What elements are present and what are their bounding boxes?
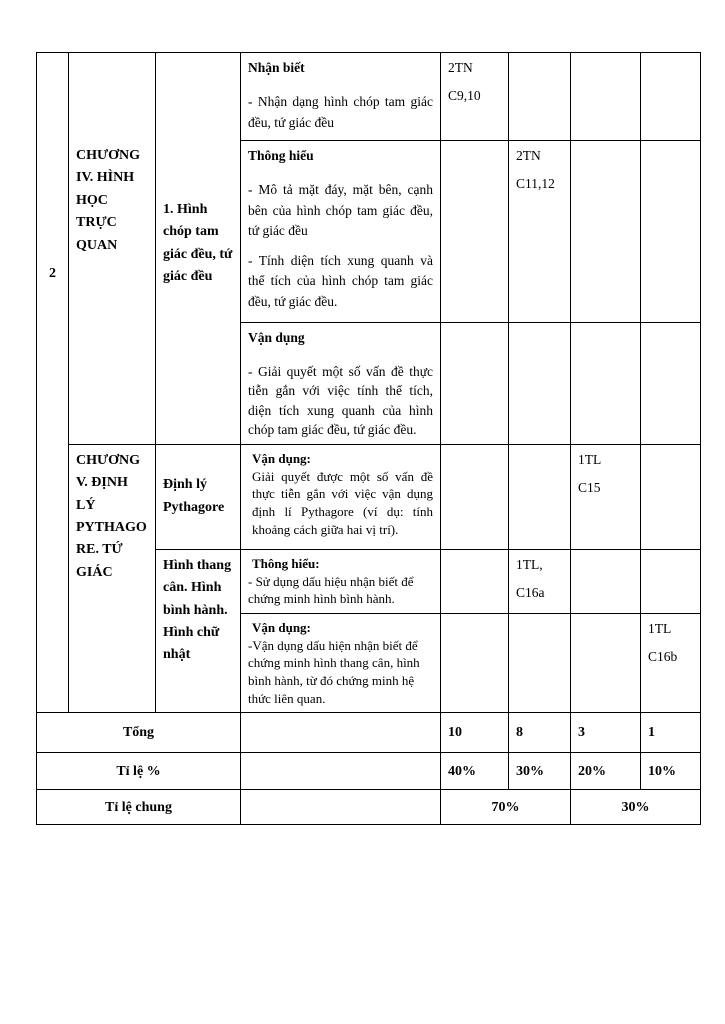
- empty-cell: [441, 549, 509, 613]
- nhan-biet-count-cell: [441, 53, 509, 141]
- empty-cell: [509, 613, 571, 712]
- empty-cell: [241, 713, 441, 753]
- empty-cell: [241, 753, 441, 790]
- count-line: C15: [578, 480, 601, 496]
- empty-cell: [441, 323, 509, 445]
- level-desc: - Tính diện tích xung quanh và thể tích của hình chóp tam giác đều, tứ giác đều.: [248, 253, 433, 309]
- thong-hieu-desc-cell: [241, 141, 441, 323]
- empty-cell: [509, 323, 571, 445]
- van-dung-hinh-count-cell: [641, 613, 701, 712]
- ti-le-label-cell: Tỉ lệ %: [37, 753, 241, 790]
- row-tong: [37, 713, 701, 753]
- ti-le-chung-label-cell: Tỉ lệ chung: [37, 790, 241, 825]
- level-title: Nhận biết: [248, 60, 305, 75]
- ti-le-chung-value-cell: 70%: [441, 790, 571, 825]
- empty-cell: [641, 323, 701, 445]
- tong-value-cell: 3: [571, 713, 641, 753]
- level-title: Vận dụng:: [252, 619, 311, 635]
- level-title: Vận dụng:: [252, 450, 311, 466]
- level-desc: -Vận dụng dấu hiện nhận biết để chứng minh hình thang cân, hình bình hành, từ đó chứng minh hệ thức liên quan.: [248, 637, 420, 706]
- row-ti-le-chung: [37, 790, 701, 825]
- count-line: 2TN: [448, 60, 473, 75]
- ti-le-value-cell: 10%: [641, 753, 701, 790]
- empty-cell: [641, 549, 701, 613]
- empty-cell: [641, 444, 701, 549]
- level-desc: - Mô tả mặt đáy, mặt bên, cạnh bên của hình chóp tam giác đều, tứ giác đều: [248, 182, 433, 238]
- tong-value-cell: 10: [441, 713, 509, 753]
- empty-cell: [441, 141, 509, 323]
- count-line: 1TL: [578, 451, 602, 467]
- count-line: 1TL: [648, 620, 672, 636]
- count-line: 1TL,: [516, 556, 543, 572]
- level-desc: - Giải quyết một số vấn đề thực tiễn gắn với việc tính thể tích, diện tích xung quanh của hình chóp tam giác đều, tứ giác đều.: [248, 364, 433, 437]
- empty-cell: [641, 53, 701, 141]
- tong-value-cell: 8: [509, 713, 571, 753]
- level-desc: - Sử dụng dấu hiệu nhận biết để chứng minh hình bình hành.: [248, 573, 414, 607]
- count-line: C16b: [648, 649, 678, 665]
- empty-cell: [571, 549, 641, 613]
- ti-le-chung-value-cell: 30%: [571, 790, 701, 825]
- empty-cell: [571, 613, 641, 712]
- section-number-cell: 2: [37, 53, 69, 713]
- level-title: Thông hiểu: [248, 148, 314, 163]
- van-dung-pythagore-desc-cell: [241, 444, 441, 549]
- tong-value-cell: 1: [641, 713, 701, 753]
- van-dung-desc-cell: [241, 323, 441, 445]
- empty-cell: [641, 141, 701, 323]
- van-dung-hinh-desc-cell: [241, 613, 441, 712]
- empty-cell: [571, 53, 641, 141]
- empty-cell: [571, 141, 641, 323]
- ti-le-value-cell: 20%: [571, 753, 641, 790]
- topic-hinh-thang-cell: Hình thang cân. Hình bình hành. Hình chữ nhật: [156, 549, 241, 712]
- row-van-dung-pythagore: [37, 444, 701, 549]
- ti-le-value-cell: 30%: [509, 753, 571, 790]
- nhan-biet-desc-cell: [241, 53, 441, 141]
- van-dung-pythagore-count-cell: [571, 444, 641, 549]
- chapter5-cell: CHƯƠNG V. ĐỊNH LÝ PYTHAGORE. TỨ GIÁC: [69, 444, 156, 712]
- row-ti-le: [37, 753, 701, 790]
- count-line: C9,10: [448, 88, 481, 104]
- level-title: Vận dụng: [248, 330, 305, 345]
- count-line: C16a: [516, 585, 545, 601]
- empty-cell: [241, 790, 441, 825]
- empty-cell: [509, 53, 571, 141]
- chapter4-cell: CHƯƠNG IV. HÌNH HỌC TRỰC QUAN: [69, 53, 156, 445]
- count-line: 2TN: [516, 148, 541, 163]
- thong-hieu-hinh-desc-cell: [241, 549, 441, 613]
- count-line: C11,12: [516, 176, 555, 192]
- empty-cell: [441, 444, 509, 549]
- thong-hieu-hinh-count-cell: [509, 549, 571, 613]
- empty-cell: [441, 613, 509, 712]
- level-desc: - Nhận dạng hình chóp tam giác đều, tứ giác đều: [248, 94, 433, 130]
- level-title: Thông hiểu:: [252, 555, 320, 571]
- topic-pythagore-cell: Định lý Pythagore: [156, 444, 241, 549]
- topic-hinh-chop-cell: 1. Hình chóp tam giác đều, tứ giác đều: [156, 53, 241, 445]
- level-desc: Giải quyết được một số vấn đề thực tiễn gắn với việc vận dụng định lí Pythagore (ví dụ: tính khoảng cách giữa hai vị trí).: [252, 468, 433, 537]
- empty-cell: [571, 323, 641, 445]
- empty-cell: [509, 444, 571, 549]
- tong-label-cell: Tổng: [37, 713, 241, 753]
- ti-le-value-cell: 40%: [441, 753, 509, 790]
- row-nhan-biet: [37, 53, 701, 141]
- thong-hieu-count-cell: [509, 141, 571, 323]
- test-spec-matrix-table: [36, 52, 701, 825]
